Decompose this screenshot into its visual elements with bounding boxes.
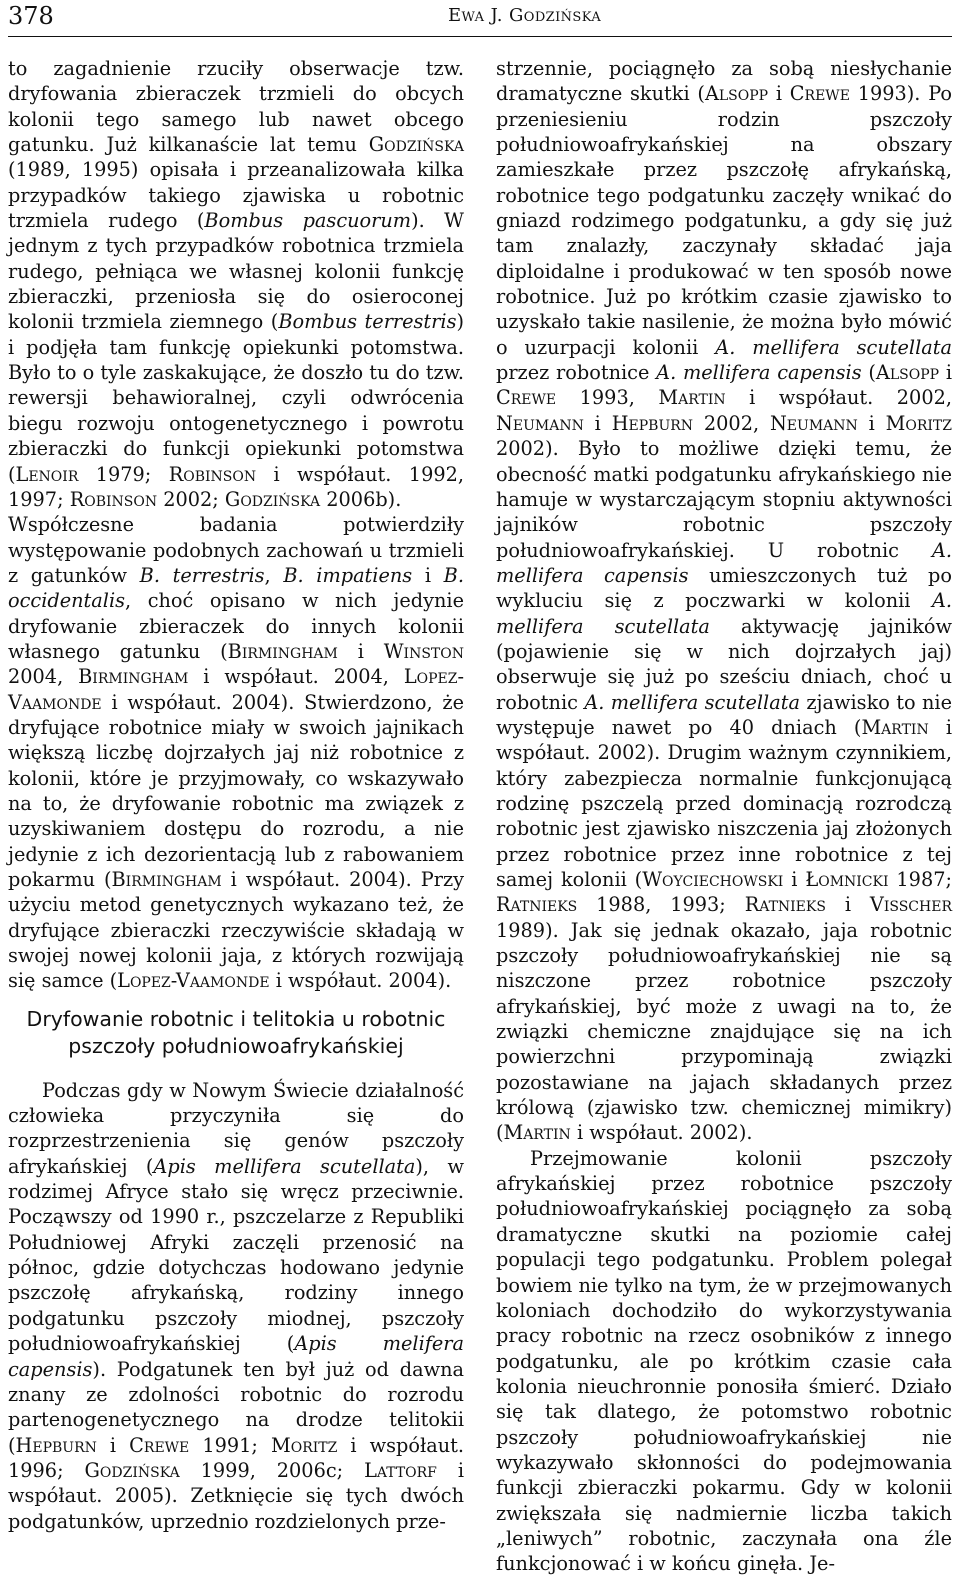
page-header xyxy=(8,0,952,40)
left-column xyxy=(8,56,464,1534)
page-number: 378 xyxy=(8,2,54,30)
header-rule xyxy=(8,36,952,37)
paragraph: strzennie, pociągnęło za sobą niesłychanie dramatyczne skutki (Alsopp i Crewe 1993). Po przeniesieniu rodzin pszczoły południowoafrykańskiej na obszary zamieszkałe przez pszczołę afrykańską, robotnice tego podgatunku zaczęły wnikać do gniazd rodzimego podgatunku, a gdy się już tam znalazły, zaczynały składać jaja diploidalne i produkować w ten sposób nowe robotnice. Już po krótkim czasie zjawisko to uzyskało takie nasilenie, że można było mówić o uzurpacji kolonii A. mellifera scutellata przez robotnice A. mellifera capensis (Alsopp i Crewe 1993, Martin i współaut. 2002, Neumann i Hepburn 2002, Neumann i Moritz 2002). Było to możliwe dzięki temu, że obecność matki podgatunku afrykańskiego nie hamuje w wystarczającym stopniu aktywności jajników robotnic pszczoły południowoafrykańskiej. U robotnic A. mellifera capensis umieszczonych tuż po wykluciu się z poczwarki w kolonii A. mellifera scutellata aktywację jajników (pojawienie się w nich dojrzałych jaj) obserwuje się już po sześciu dniach, choć u robotnic A. mellifera scutellata zjawisko to nie występuje nawet po 40 dniach (Martin i współaut. 2002). Drugim ważnym czynnikiem, który zabezpiecza normalnie funkcjonującą rodzinę pszczelą przed dominacją rozrodczą robotnic jest zjawisko niszczenia jaj złożonych przez robotnice przez inne robotnice z tej samej kolonii (Woyciechowski i Łomnicki 1987; Ratnieks 1988, 1993; Ratnieks i Visscher 1989). Jak się jednak okazało, jaja robotnic pszczoły południowoafrykańskiej nie są niszczone przez robotnice pszczoły afrykańskiej, być może z uwagi na to, że związki chemiczne znajdujące się na ich powierzchni przypominają związki pozostawiane na jajach składanych przez królową (zjawisko tzw. chemicznej mimikry) (Martin i współaut. 2002). xyxy=(496,57,953,1145)
paragraph: to zagadnienie rzuciły obserwacje tzw. dryfowania zbieraczek trzmieli do obcych kolonii tego samego lub nawet obcego gatunku. Już kilkanaście lat temu Godzińska (1989, 1995) opisała i przeanalizowała kilka przypadków takiego zjawiska u robotnic trzmiela rudego (Bombus pascuorum). W jednym z tych przypadków robotnica trzmiela rudego, pełniąca we własnej kolonii funkcję zbieraczki, przeniosła się do osieroconej kolonii trzmiela ziemnego (Bombus terrestris) i podjęła tam funkcję opiekunki potomstwa. Było to o tyle zaskakujące, że doszło tu do tzw. rewersji behawioralnej, czyli odwrócenia biegu rozwoju ontogenetycznego i powrotu zbieraczki do funkcji opiekunki potomstwa (Lenoir 1979; Robinson i współaut. 1992, 1997; Robinson 2002; Godzińska 2006b). xyxy=(8,57,465,511)
paragraph: Podczas gdy w Nowym Świecie działalność człowieka przyczyniła się do rozprzestrzenienia się genów pszczoły afrykańskiej (Apis mellifera scutellata), w rodzimej Afryce stało się wręcz przeciwnie. Począwszy od 1990 r., pszczelarze z Republiki Południowej Afryki zaczęli przenosić na północ, gdzie dotychczas hodowano jedynie pszczołę afrykańską, rodziny innego podgatunku pszczoły miodnej, pszczoły południowoafrykańskiej (Apis melifera capensis). Podgatunek ten był już od dawna znany ze zdolności robotnic do rozrodu partenogenetycznego na drodze telitokii (Hepburn i Crewe 1991; Moritz i współaut. 1996; Godzińska 1999, 2006c; Lattorf i współaut. 2005). Zetknięcie się tych dwóch podgatunków, uprzednio rozdzielonych prze- xyxy=(8,1078,465,1533)
paragraph: Współczesne badania potwierdziły występowanie podobnych zachowań u trzmieli z gatunków B. terrestris, B. impatiens i B. occidentalis, choć opisano w nich jedynie dryfowanie zbieraczek do innych kolonii własnego gatunku (Birmingham i Winston 2004, Birmingham i współaut. 2004, Lopez-Vaamonde i współaut. 2004). Stwierdzono, że dryfujące robotnice miały w swoich jajnikach większą liczbę dojrzałych jaj niż robotnice z kolonii, które je przyjmowały, co wskazywało na to, że dryfowanie robotnic ma związek z uzyskiwaniem dostępu do rozrodu, a nie jedynie z ich dezorientacją lub z rabowaniem pokarmu (Birmingham i współaut. 2004). Przy użyciu metod genetycznych wykazano też, że dryfujące zbieraczki rzeczywiście składają w swojej nowej kolonii jaja, z których rozwijają się samce (Lopez-Vaamonde i współaut. 2004). xyxy=(8,513,465,993)
paragraph: Przejmowanie kolonii pszczoły afrykańskiej przez robotnice pszczoły południowoafrykańskiej pociągnęło za sobą dramatyczne skutki na poziomie całej populacji tego podgatunku. Problem polegał bowiem nie tylko na tym, że w przejmowanych koloniach dochodziło do wykorzystywania pracy robotnic na rzecz osobników z innego podgatunku, ale po krótkim czasie cała kolonia nieuchronnie ponosiła śmierć. Działo się tak dlatego, że potomstwo robotnic pszczoły południowoafrykańskiej nie wykazywało skłonności do podejmowania funkcji zbieraczki pokarmu. Gdy w kolonii zwiększała się nadmiernie liczba takich „leniwych” robotnic, zaczynała ona źle funkcjonować i w końcu ginęła. Je- xyxy=(496,1146,952,1576)
section-heading: Dryfowanie robotnic i telitokia u robotnic pszczoły południowoafrykańskiej xyxy=(26,1006,446,1058)
running-head-author: Ewa J. Godzińska xyxy=(448,5,602,26)
right-column xyxy=(496,56,952,1577)
